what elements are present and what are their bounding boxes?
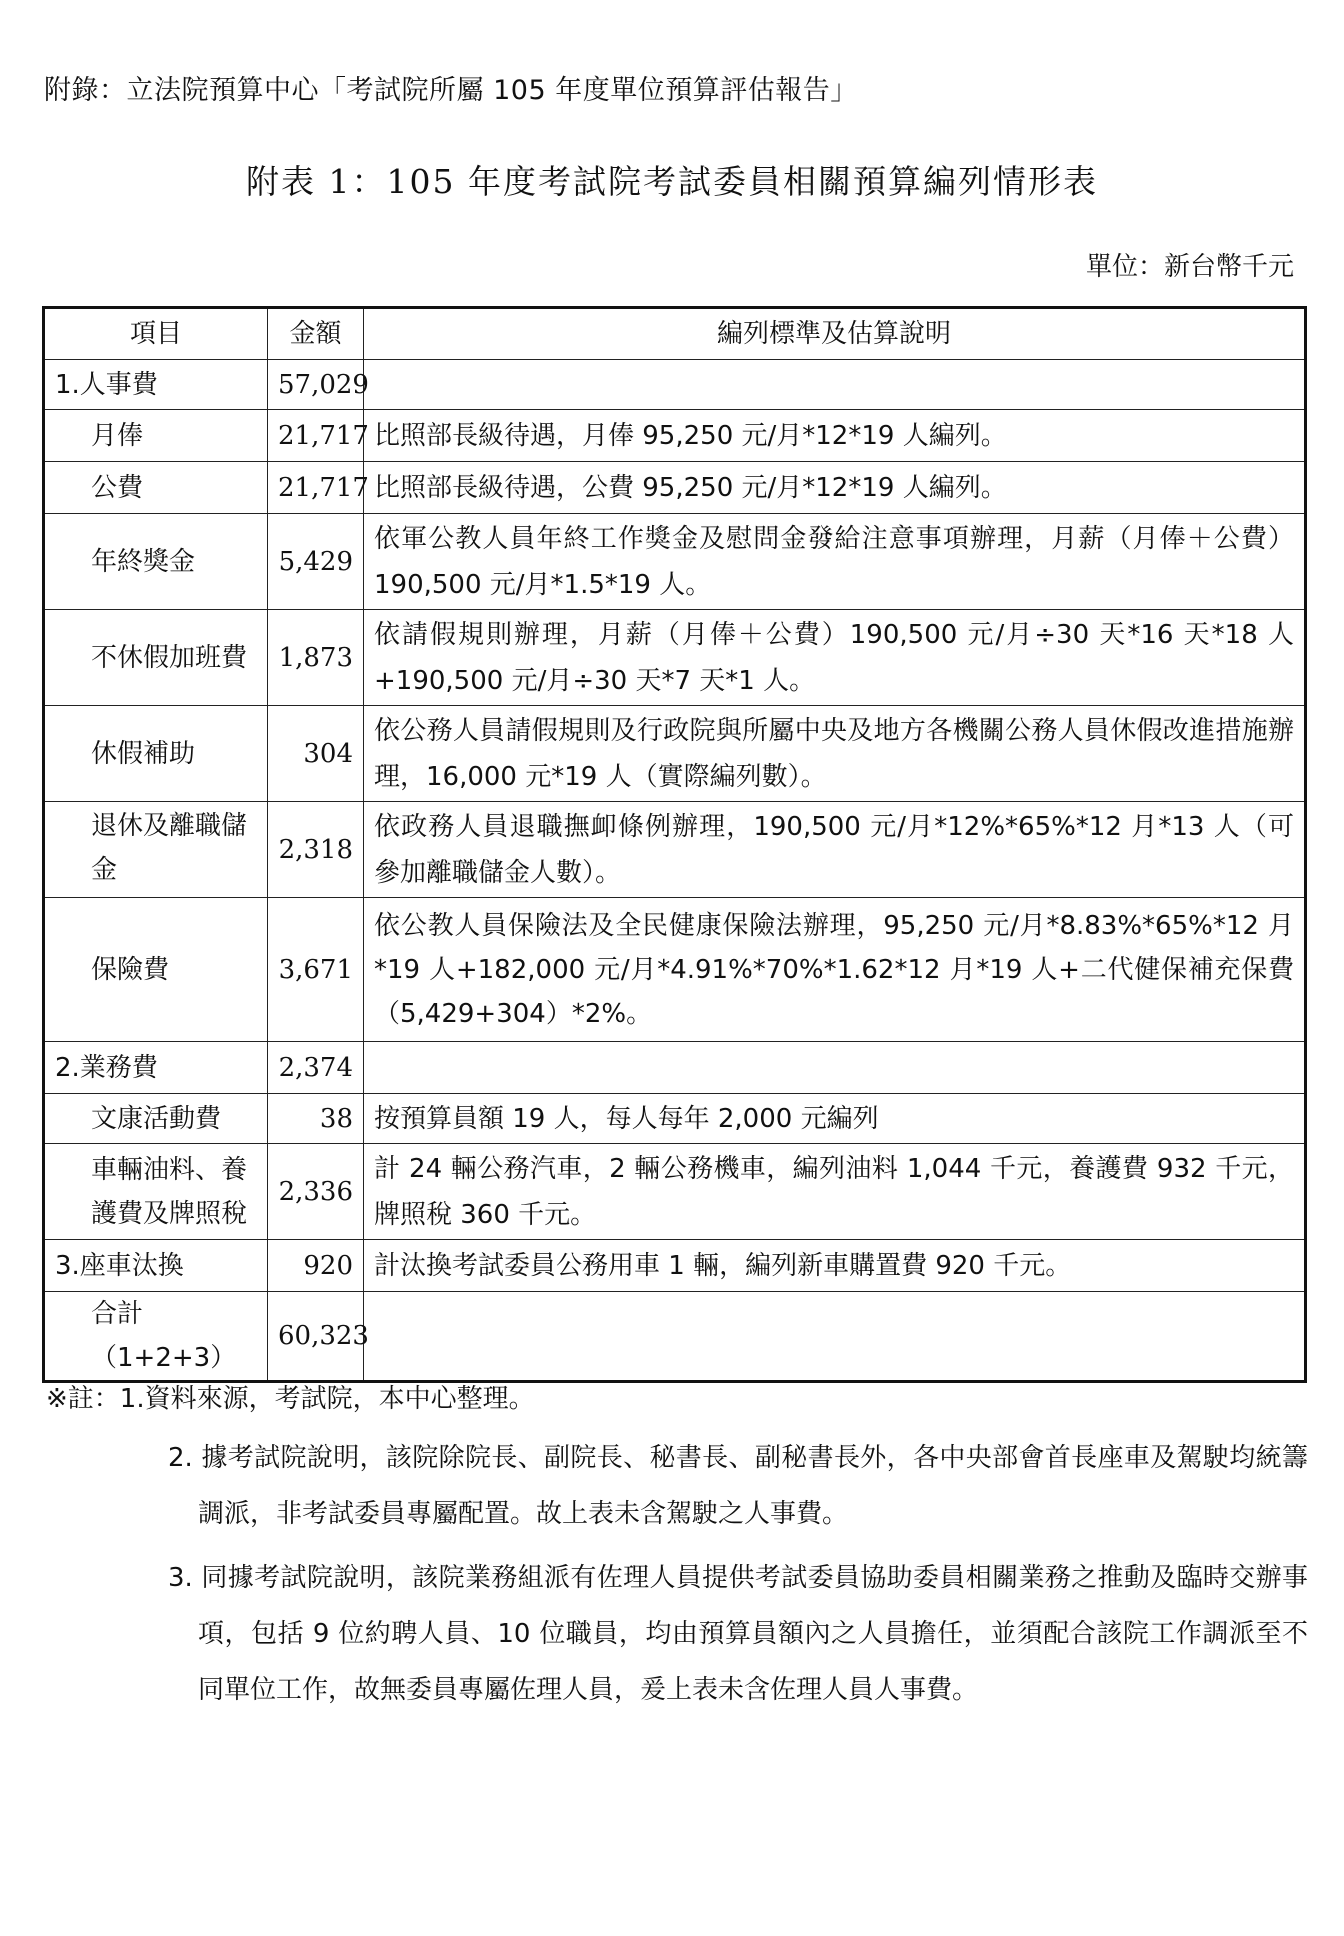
row-amount: 21,717 [268, 462, 364, 514]
table-row [44, 462, 1306, 514]
row-amount: 304 [268, 706, 364, 802]
table-row [44, 360, 1306, 410]
table-row [44, 514, 1306, 610]
budget-table [42, 306, 1307, 1383]
row-description [364, 1292, 1306, 1382]
row-description: 計 24 輛公務汽車，2 輛公務機車，編列油料 1,044 千元，養護費 932 千元，牌照稅 360 千元。 [364, 1144, 1306, 1240]
unit-label: 單位：新台幣千元 [1085, 252, 1294, 282]
table-row [44, 1240, 1306, 1292]
column-header-amount: 金額 [268, 308, 364, 360]
row-item: 不休假加班費 [44, 610, 268, 706]
row-item: 保險費 [44, 898, 268, 1042]
table-row [44, 706, 1306, 802]
row-amount: 38 [268, 1094, 364, 1144]
row-description: 計汰換考試委員公務用車 1 輛，編列新車購置費 920 千元。 [364, 1240, 1306, 1292]
column-header-item: 項目 [44, 308, 268, 360]
row-amount: 3,671 [268, 898, 364, 1042]
note-2: 2. 據考試院說明，該院除院長、副院長、秘書長、副秘書長外，各中央部會首長座車及駕駛均統籌調派，非考試委員專屬配置。故上表未含駕駛之人事費。 [168, 1443, 1308, 1529]
table-row [44, 410, 1306, 462]
table-row [44, 610, 1306, 706]
row-description: 依軍公教人員年終工作獎金及慰問金發給注意事項辦理，月薪（月俸＋公費）190,500 元/月*1.5*19 人。 [364, 514, 1306, 610]
row-description: 依公務人員請假規則及行政院與所屬中央及地方各機關公務人員休假改進措施辦理，16,000 元*19 人（實際編列數）。 [364, 706, 1306, 802]
row-item: 合計（1+2+3） [44, 1292, 268, 1382]
row-description [364, 360, 1306, 410]
table-row [44, 802, 1306, 898]
row-amount: 5,429 [268, 514, 364, 610]
row-amount: 1,873 [268, 610, 364, 706]
row-item: 公費 [44, 462, 268, 514]
row-amount: 21,717 [268, 410, 364, 462]
table-title: 附表 1：105 年度考試院考試委員相關預算編列情形表 [246, 162, 1098, 201]
row-description: 依政務人員退職撫卹條例辦理，190,500 元/月*12%*65%*12 月*13 人（可參加離職儲金人數）。 [364, 802, 1306, 898]
row-amount: 920 [268, 1240, 364, 1292]
row-item: 車輛油料、養護費及牌照稅 [44, 1144, 268, 1240]
row-amount: 60,323 [268, 1292, 364, 1382]
table-header-row [44, 308, 1306, 360]
row-item: 休假補助 [44, 706, 268, 802]
table-row [44, 1292, 1306, 1382]
row-item: 2.業務費 [44, 1042, 268, 1094]
row-item: 退休及離職儲金 [44, 802, 268, 898]
row-description [364, 1042, 1306, 1094]
row-description: 比照部長級待遇，月俸 95,250 元/月*12*19 人編列。 [364, 410, 1306, 462]
row-description: 依請假規則辦理，月薪（月俸＋公費）190,500 元/月÷30 天*16 天*18 人+190,500 元/月÷30 天*7 天*1 人。 [364, 610, 1306, 706]
row-amount: 2,336 [268, 1144, 364, 1240]
column-header-description: 編列標準及估算說明 [364, 308, 1306, 360]
appendix-heading: 附錄：立法院預算中心「考試院所屬 105 年度單位預算評估報告」 [44, 75, 858, 106]
row-item: 月俸 [44, 410, 268, 462]
row-amount: 2,318 [268, 802, 364, 898]
row-amount: 2,374 [268, 1042, 364, 1094]
notes-section [46, 1376, 1308, 1718]
note-1: ※註：1.資料來源，考試院，本中心整理。 [46, 1384, 535, 1414]
table-row [44, 898, 1306, 1042]
table-row [44, 1144, 1306, 1240]
table-row [44, 1094, 1306, 1144]
row-amount: 57,029 [268, 360, 364, 410]
row-item: 3.座車汰換 [44, 1240, 268, 1292]
note-3: 3. 同據考試院說明，該院業務組派有佐理人員提供考試委員協助委員相關業務之推動及臨時交辦事項，包括 9 位約聘人員、10 位職員，均由預算員額內之人員擔任，並須配合該院工作調派至不同單位工作，故無委員專屬佐理人員，爰上表未含佐理人員人事費。 [168, 1563, 1308, 1705]
table-row [44, 1042, 1306, 1094]
row-item: 年終獎金 [44, 514, 268, 610]
row-description: 按預算員額 19 人，每人每年 2,000 元編列 [364, 1094, 1306, 1144]
row-description: 比照部長級待遇，公費 95,250 元/月*12*19 人編列。 [364, 462, 1306, 514]
row-description: 依公教人員保險法及全民健康保險法辦理，95,250 元/月*8.83%*65%*12 月*19 人+182,000 元/月*4.91%*70%*1.62*12 月*19 人+二代健保補充保費（5,429+304）*2%。 [364, 898, 1306, 1042]
row-item: 1.人事費 [44, 360, 268, 410]
row-item: 文康活動費 [44, 1094, 268, 1144]
